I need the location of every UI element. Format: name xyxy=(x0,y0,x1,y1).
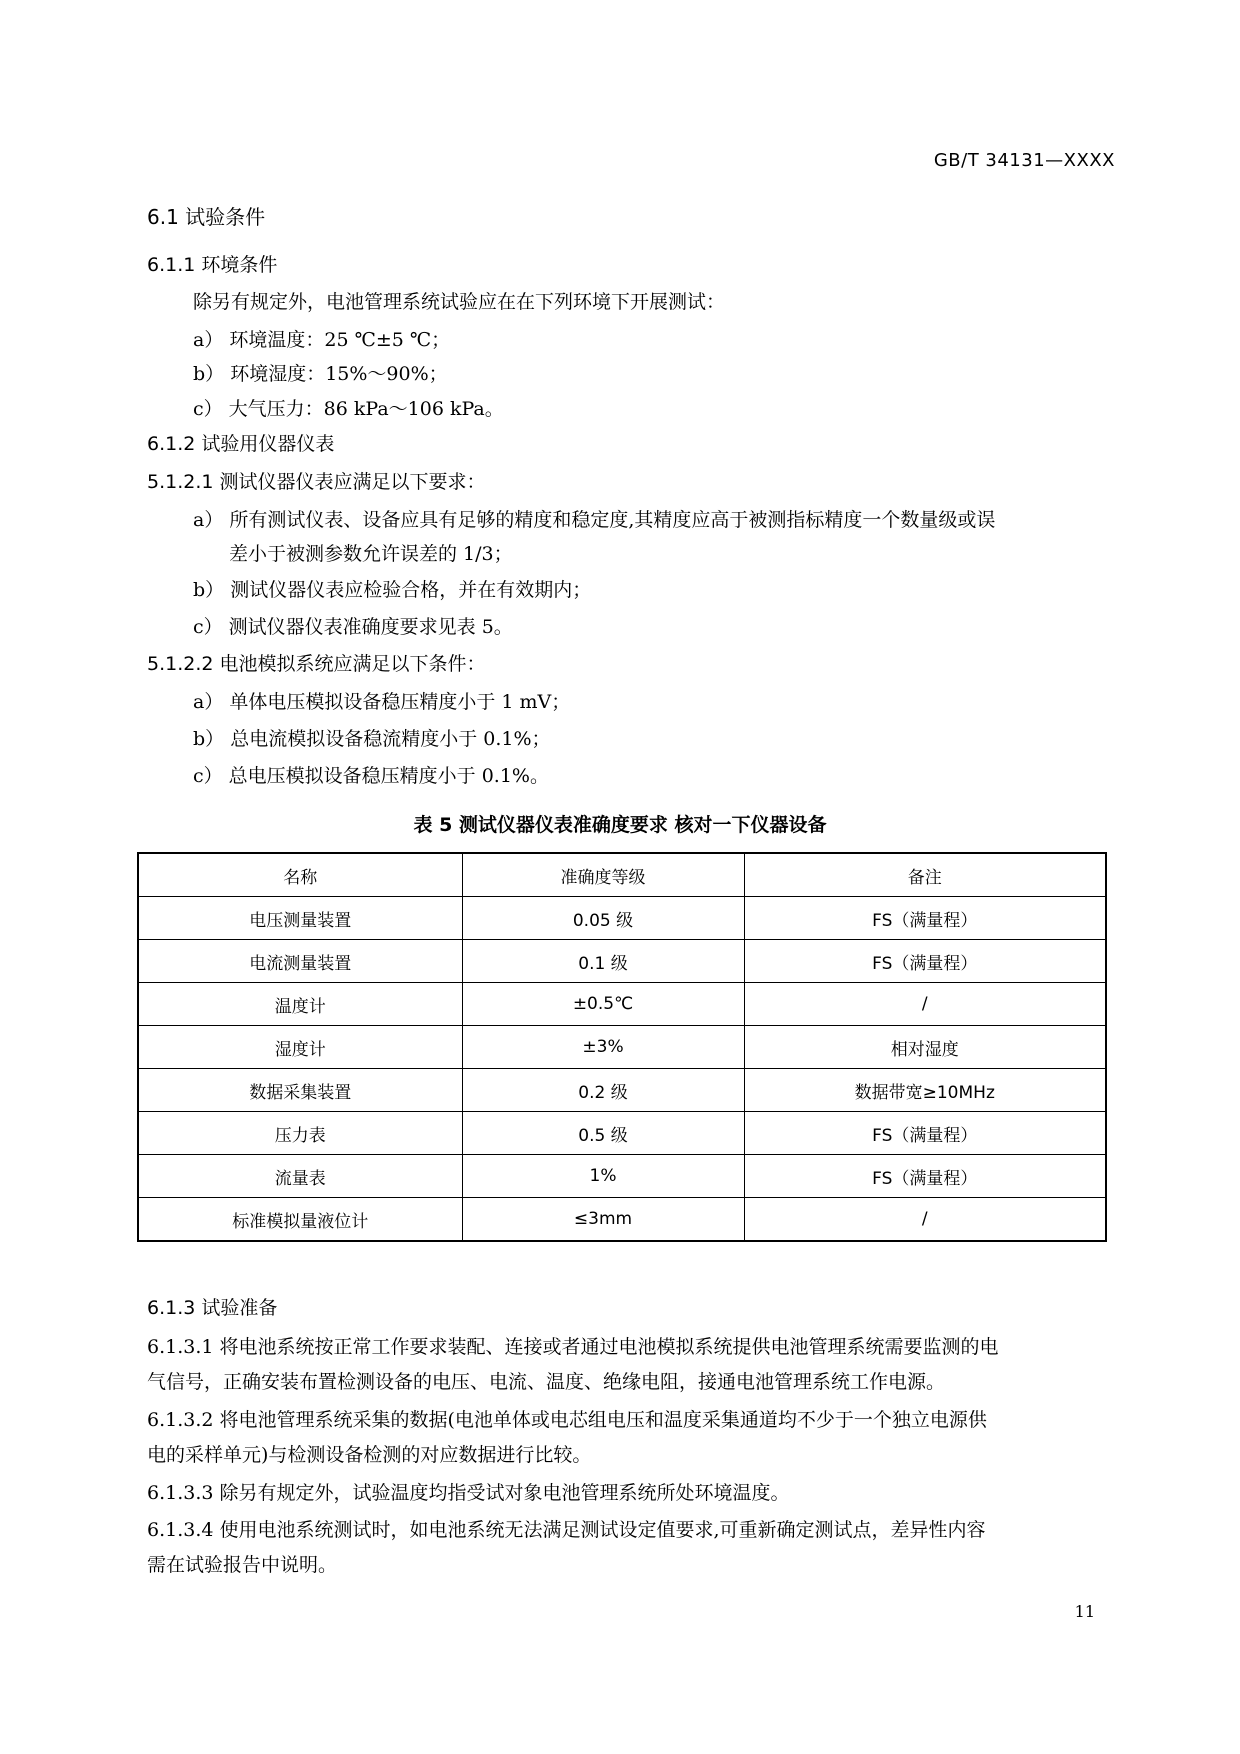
accuracy-table xyxy=(137,852,1107,1242)
table-row xyxy=(138,1155,1106,1198)
header-name: 名称 xyxy=(138,853,462,897)
heading-5-1-2-2: 5.1.2.2 电池模拟系统应满足以下条件： xyxy=(147,653,486,675)
env-intro: 除另有规定外，电池管理系统试验应在在下列环境下开展测试： xyxy=(193,291,726,313)
heading-6-1: 6.1 试验条件 xyxy=(147,205,266,229)
prep-line-3: 6.1.3.2 将电池管理系统采集的数据(电池单体或电芯组电压和温度采集通道均不少于一个独立电源供 xyxy=(147,1409,987,1431)
cell-remark: FS（满量程） xyxy=(744,1155,1106,1198)
cell-remark: / xyxy=(744,983,1106,1026)
cell-accuracy: 0.2 级 xyxy=(462,1069,744,1112)
env-item-b: b） 环境湿度：15%～90%； xyxy=(193,363,448,385)
page-number: 11 xyxy=(1074,1602,1095,1621)
cell-accuracy: ±3% xyxy=(462,1026,744,1069)
heading-6-1-1: 6.1.1 环境条件 xyxy=(147,254,278,276)
cell-accuracy: 0.5 级 xyxy=(462,1112,744,1155)
prep-line-2: 气信号，正确安装布置检测设备的电压、电流、温度、绝缘电阻，接通电池管理系统工作电源。 xyxy=(147,1371,946,1393)
cell-remark: FS（满量程） xyxy=(744,940,1106,983)
table-row xyxy=(138,940,1106,983)
cell-name: 数据采集装置 xyxy=(138,1069,462,1112)
table-row xyxy=(138,1069,1106,1112)
table-row xyxy=(138,1112,1106,1155)
env-item-a: a） 环境温度：25 ℃±5 ℃； xyxy=(193,329,451,351)
cell-accuracy: ≤3mm xyxy=(462,1198,744,1242)
table-caption: 表 5 测试仪器仪表准确度要求 核对一下仪器设备 xyxy=(413,814,827,836)
prep-line-7: 需在试验报告中说明。 xyxy=(147,1554,338,1576)
cell-accuracy: 1% xyxy=(462,1155,744,1198)
table-row xyxy=(138,1026,1106,1069)
heading-6-1-2: 6.1.2 试验用仪器仪表 xyxy=(147,433,335,455)
document-code: GB/T 34131—XXXX xyxy=(933,150,1115,171)
instrument-item-a-cont: 差小于被测参数允许误差的 1/3； xyxy=(229,543,513,565)
prep-line-5: 6.1.3.3 除另有规定外，试验温度均指受试对象电池管理系统所处环境温度。 xyxy=(147,1482,790,1504)
cell-name: 温度计 xyxy=(138,983,462,1026)
table-row xyxy=(138,897,1106,940)
simulator-item-c: c） 总电压模拟设备稳压精度小于 0.1%。 xyxy=(193,765,549,787)
cell-name: 电压测量装置 xyxy=(138,897,462,940)
instrument-item-c: c） 测试仪器仪表准确度要求见表 5。 xyxy=(193,616,513,638)
cell-name: 电流测量装置 xyxy=(138,940,462,983)
cell-remark: / xyxy=(744,1198,1106,1242)
table-row xyxy=(138,1198,1106,1242)
prep-line-1: 6.1.3.1 将电池系统按正常工作要求装配、连接或者通过电池模拟系统提供电池管理系统需要监测的电 xyxy=(147,1336,999,1358)
simulator-item-a: a） 单体电压模拟设备稳压精度小于 1 mV； xyxy=(193,691,571,713)
prep-line-4: 电的采样单元)与检测设备检测的对应数据进行比较。 xyxy=(147,1444,592,1466)
cell-name: 流量表 xyxy=(138,1155,462,1198)
header-accuracy: 准确度等级 xyxy=(462,853,744,897)
heading-6-1-3: 6.1.3 试验准备 xyxy=(147,1297,278,1319)
header-remark: 备注 xyxy=(744,853,1106,897)
cell-accuracy: ±0.5℃ xyxy=(462,983,744,1026)
cell-name: 压力表 xyxy=(138,1112,462,1155)
cell-name: 湿度计 xyxy=(138,1026,462,1069)
cell-accuracy: 0.1 级 xyxy=(462,940,744,983)
cell-remark: 相对湿度 xyxy=(744,1026,1106,1069)
prep-line-6: 6.1.3.4 使用电池系统测试时，如电池系统无法满足测试设定值要求,可重新确定测试点，差异性内容 xyxy=(147,1519,986,1541)
cell-remark: FS（满量程） xyxy=(744,1112,1106,1155)
heading-5-1-2-1: 5.1.2.1 测试仪器仪表应满足以下要求： xyxy=(147,471,486,493)
cell-remark: 数据带宽≥10MHz xyxy=(744,1069,1106,1112)
cell-name: 标准模拟量液位计 xyxy=(138,1198,462,1242)
instrument-item-b: b） 测试仪器仪表应检验合格，并在有效期内； xyxy=(193,579,592,601)
env-item-c: c） 大气压力：86 kPa～106 kPa。 xyxy=(193,398,504,420)
table-row xyxy=(138,983,1106,1026)
table-header-row xyxy=(138,853,1106,897)
instrument-item-a: a） 所有测试仪表、设备应具有足够的精度和稳定度,其精度应高于被测指标精度一个数量级或误 xyxy=(193,509,996,531)
cell-remark: FS（满量程） xyxy=(744,897,1106,940)
simulator-item-b: b） 总电流模拟设备稳流精度小于 0.1%； xyxy=(193,728,551,750)
cell-accuracy: 0.05 级 xyxy=(462,897,744,940)
